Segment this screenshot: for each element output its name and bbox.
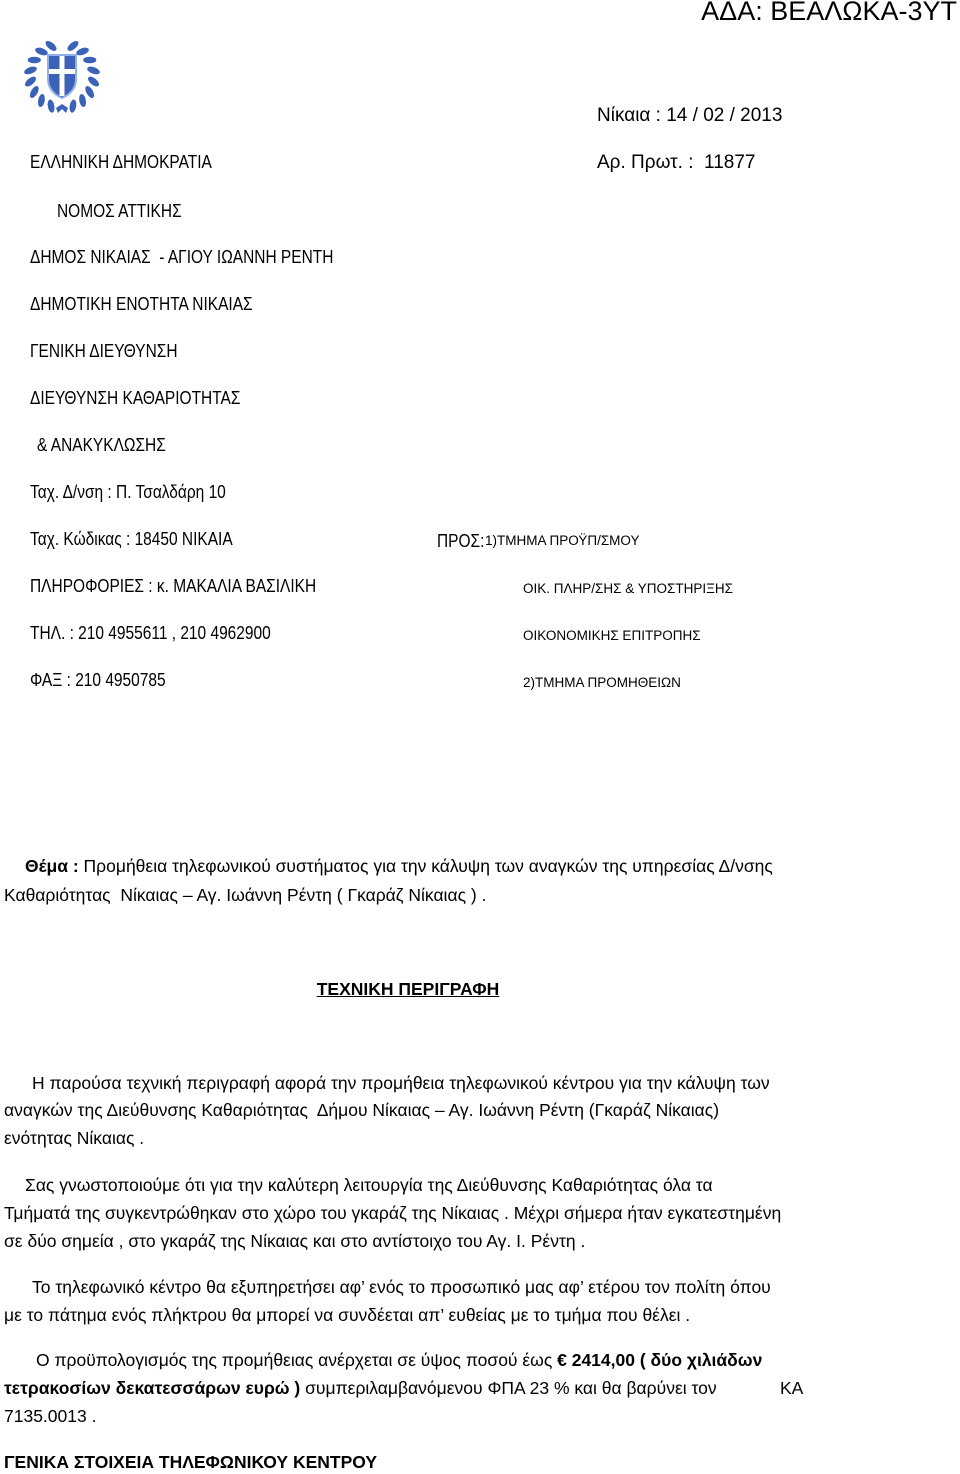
- ada-code: ΑΔΑ: ΒΕΑΛΩΚΑ-3ΥΤ: [701, 0, 957, 26]
- paragraph-line: ενότητας Νίκαιας .: [4, 1128, 145, 1148]
- paragraph-line: Το τηλεφωνικό κέντρο θα εξυπηρετήσει αφ’ ενός το προσωπικό μας αφ’ ετέρου τον πολίτη όπου: [32, 1277, 771, 1297]
- paragraph-line: με το πάτημα ενός πλήκτρου θα μπορεί να συνδέεται απ’ ευθείας με το τμήμα που θέλει .: [4, 1305, 691, 1325]
- recipient-line: 2)ΤΜΗΜΑ ΠΡΟΜΗΘΕΙΩΝ: [523, 675, 681, 690]
- paragraph-line: Τμήματά της συγκεντρώθηκαν στο χώρο του γκαράζ της Νίκαιας . Μέχρι σήμερα ήταν εγκατεστημένη: [4, 1203, 782, 1223]
- budget-text: Ο προϋπολογισμός της προμήθειας ανέρχεται σε ύψος ποσού έως: [36, 1350, 558, 1370]
- sender-municipality: ΔΗΜΟΣ ΝΙΚΑΙΑΣ - ΑΓΙΟΥ ΙΩΑΝΝΗ ΡΕΝΤΗ: [30, 247, 334, 267]
- budget-ka-label: ΚΑ: [780, 1378, 804, 1398]
- paragraph-line: Σας γνωστοποιούμε ότι για την καλύτερη λειτουργία της Διεύθυνσης Καθαριότητας όλα τα: [25, 1175, 713, 1195]
- paragraph-line: Η παρούσα τεχνική περιγραφή αφορά την προμήθεια τηλεφωνικού κέντρου για την κάλυψη των: [32, 1073, 770, 1093]
- technical-description-heading: ΤΕΧΝΙΚΗ ΠΕΡΙΓΡΑΦΗ: [316, 979, 500, 999]
- budget-line-2: [4, 1378, 717, 1399]
- sender-prefecture: ΝΟΜΟΣ ΑΤΤΙΚΗΣ: [57, 201, 182, 221]
- sender-fax: ΦΑΞ : 210 4950785: [30, 670, 166, 690]
- recipient-line: ΟΙΚ. ΠΛΗΡ/ΣΗΣ & ΥΠΟΣΤΗΡΙΞΗΣ: [523, 581, 733, 596]
- paragraph-line: σε δύο σημεία , στο γκαράζ της Νίκαιας και στο αντίστοιχο του Αγ. Ι. Ρέντη .: [4, 1231, 586, 1251]
- protocol-number: Αρ. Πρωτ. : 11877: [597, 152, 756, 173]
- sender-address: Ταχ. Δ/νση : Π. Τσαλδάρη 10: [30, 482, 226, 502]
- budget-amount-words: τετρακοσίων δεκατεσσάρων ευρώ ): [4, 1378, 301, 1398]
- budget-text: συμπεριλαμβανόμενου ΦΠΑ 23 % και θα βαρύνει τον: [300, 1378, 717, 1398]
- sender-postcode: Ταχ. Κώδικας : 18450 ΝΙΚΑΙΑ: [30, 529, 233, 549]
- sender-info: ΠΛΗΡΟΦΟΡΙΕΣ : κ. ΜΑΚΑΛΙΑ ΒΑΣΙΛΙΚΗ: [30, 576, 317, 596]
- recipient-label: ΠΡΟΣ:: [437, 531, 485, 551]
- budget-amount: € 2414,00 ( δύο χιλιάδων: [557, 1350, 763, 1370]
- sender-municipal-unit: ΔΗΜΟΤΙΚΗ ΕΝΟΤΗΤΑ ΝΙΚΑΙΑΣ: [30, 294, 253, 314]
- budget-line-3: 7135.0013 .: [4, 1406, 97, 1426]
- subject-line-1: [25, 856, 773, 877]
- sender-general-directorate: ΓΕΝΙΚΗ ΔΙΕΥΘΥΝΣΗ: [30, 341, 178, 361]
- emblem-svg: [22, 37, 102, 115]
- subject-label: Θέμα :: [25, 856, 79, 876]
- subject-line-2: Καθαριότητας Νίκαιας – Αγ. Ιωάννη Ρέντη ( Γκαράζ Νίκαιας ) .: [4, 885, 487, 905]
- sender-phone: ΤΗΛ. : 210 4955611 , 210 4962900: [30, 623, 271, 643]
- subject-text: Προμήθεια τηλεφωνικού συστήματος για την κάλυψη των αναγκών της υπηρεσίας Δ/νσης: [78, 856, 773, 876]
- recipient-line: ΟΙΚΟΝΟΜΙΚΗΣ ΕΠΙΤΡΟΠΗΣ: [523, 628, 701, 643]
- document-date: Νίκαια : 14 / 02 / 2013: [597, 105, 783, 126]
- sender-directorate: ΔΙΕΥΘΥΝΣΗ ΚΑΘΑΡΙΟΤΗΤΑΣ: [30, 388, 241, 408]
- paragraph-line: αναγκών της Διεύθυνσης Καθαριότητας Δήμου Νίκαιας – Αγ. Ιωάννη Ρέντη (Γκαράζ Νίκαιας): [4, 1100, 720, 1120]
- budget-line-1: [36, 1350, 762, 1371]
- section-heading: ΓΕΝΙΚΑ ΣΤΟΙΧΕΙΑ ΤΗΛΕΦΩΝΙΚΟΥ ΚΕΝΤΡΟΥ: [4, 1452, 378, 1472]
- greek-coat-of-arms-icon: [22, 37, 102, 115]
- sender-country: ΕΛΛΗΝΙΚΗ ΔΗΜΟΚΡΑΤΙΑ: [30, 152, 212, 172]
- recipient-line: 1)ΤΜΗΜΑ ΠΡΟΫΠ/ΣΜΟΥ: [485, 533, 640, 548]
- sender-directorate-cont: & ΑΝΑΚΥΚΛΩΣΗΣ: [37, 435, 166, 455]
